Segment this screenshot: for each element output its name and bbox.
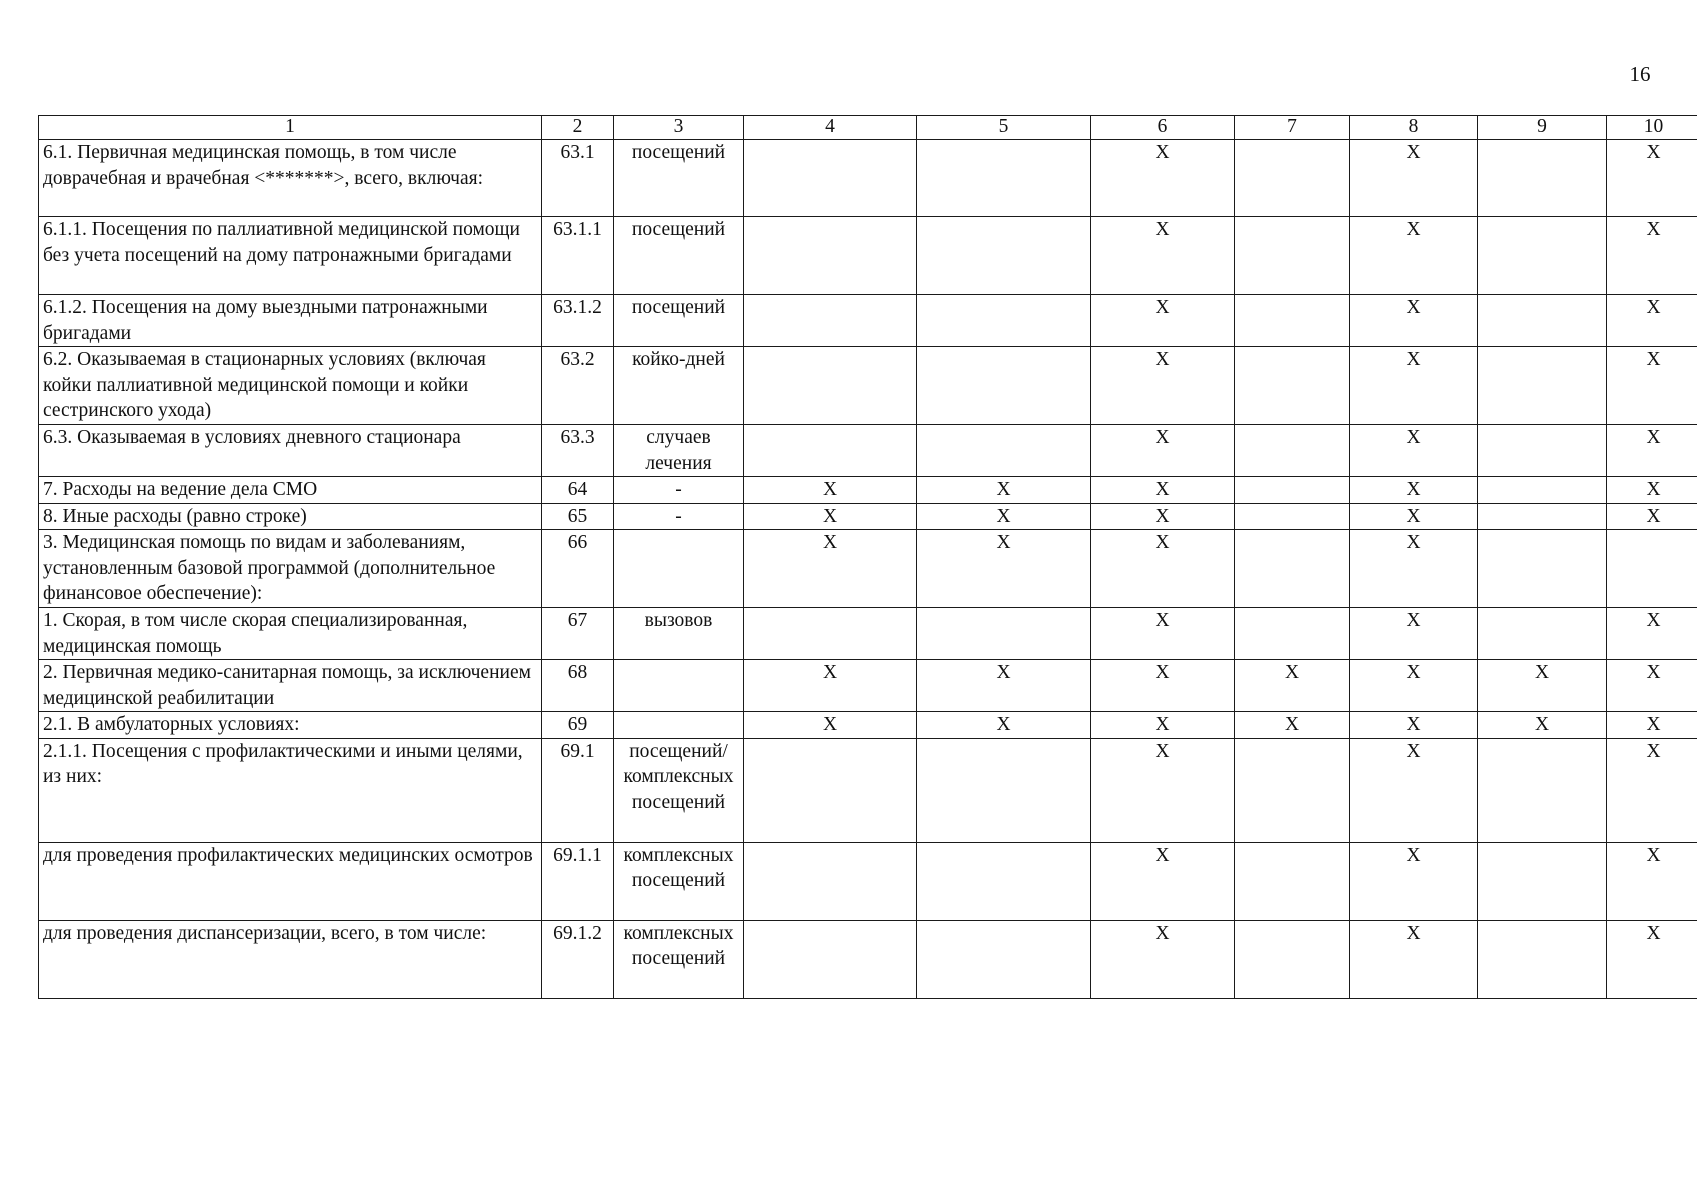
col-5-cell (917, 842, 1091, 920)
header-cell: 3 (614, 116, 744, 140)
table-row (39, 608, 1697, 660)
row-name-cell: 1. Скорая, в том числе скорая специализированная, медицинская помощь (39, 608, 542, 660)
col-10-cell: X (1607, 347, 1697, 425)
row-code-cell: 69.1 (542, 738, 614, 842)
col-8-cell: X (1350, 477, 1478, 504)
col-10-cell: X (1607, 608, 1697, 660)
row-unit-cell: комплексных посещений (614, 842, 744, 920)
col-7-cell (1235, 920, 1350, 998)
col-9-cell (1478, 608, 1607, 660)
col-9-cell (1478, 738, 1607, 842)
col-4-cell (744, 347, 917, 425)
col-4-cell (744, 608, 917, 660)
row-unit-cell: посещений (614, 295, 744, 347)
row-code-cell: 63.1 (542, 140, 614, 217)
col-10-cell (1607, 530, 1697, 608)
col-8-cell: X (1350, 503, 1478, 530)
row-code-cell: 67 (542, 608, 614, 660)
col-8-cell: X (1350, 140, 1478, 217)
col-10-cell: X (1607, 660, 1697, 712)
col-10-cell: X (1607, 217, 1697, 295)
col-5-cell (917, 217, 1091, 295)
row-name-cell: 6.2. Оказываемая в стационарных условиях (включая койки паллиативной медицинской помощи и койки сестринского ухода) (39, 347, 542, 425)
col-7-cell (1235, 503, 1350, 530)
row-unit-cell: комплексных посещений (614, 920, 744, 998)
col-8-cell: X (1350, 295, 1478, 347)
col-4-cell (744, 425, 917, 477)
col-5-cell: X (917, 503, 1091, 530)
col-6-cell: X (1091, 920, 1235, 998)
col-4-cell: X (744, 530, 917, 608)
col-6-cell: X (1091, 738, 1235, 842)
row-name-cell: 8. Иные расходы (равно строке) (39, 503, 542, 530)
col-9-cell (1478, 503, 1607, 530)
header-row (39, 116, 1697, 140)
col-4-cell (744, 738, 917, 842)
row-code-cell: 63.2 (542, 347, 614, 425)
row-unit-cell: - (614, 477, 744, 504)
col-8-cell: X (1350, 530, 1478, 608)
row-unit-cell: посещений (614, 217, 744, 295)
col-9-cell (1478, 347, 1607, 425)
col-6-cell: X (1091, 712, 1235, 739)
table-row (39, 347, 1697, 425)
row-name-cell: 6.1.1. Посещения по паллиативной медицинской помощи без учета посещений на дому патронажными бригадами (39, 217, 542, 295)
col-10-cell: X (1607, 140, 1697, 217)
table-row (39, 503, 1697, 530)
col-8-cell: X (1350, 660, 1478, 712)
row-code-cell: 68 (542, 660, 614, 712)
header-cell: 1 (39, 116, 542, 140)
table-row (39, 295, 1697, 347)
col-5-cell (917, 920, 1091, 998)
row-code-cell: 69.1.2 (542, 920, 614, 998)
col-4-cell: X (744, 503, 917, 530)
col-4-cell: X (744, 660, 917, 712)
table-row (39, 842, 1697, 920)
col-7-cell: X (1235, 712, 1350, 739)
col-8-cell: X (1350, 347, 1478, 425)
col-4-cell: X (744, 477, 917, 504)
col-7-cell (1235, 608, 1350, 660)
col-10-cell: X (1607, 712, 1697, 739)
col-7-cell (1235, 425, 1350, 477)
col-4-cell (744, 217, 917, 295)
col-4-cell: X (744, 712, 917, 739)
row-name-cell: 7. Расходы на ведение дела СМО (39, 477, 542, 504)
col-8-cell: X (1350, 217, 1478, 295)
col-8-cell: X (1350, 920, 1478, 998)
row-unit-cell: койко-дней (614, 347, 744, 425)
col-6-cell: X (1091, 660, 1235, 712)
col-9-cell: X (1478, 712, 1607, 739)
row-name-cell: 6.3. Оказываемая в условиях дневного стационара (39, 425, 542, 477)
row-name-cell: для проведения профилактических медицинских осмотров (39, 842, 542, 920)
col-5-cell (917, 140, 1091, 217)
row-name-cell: для проведения диспансеризации, всего, в том числе: (39, 920, 542, 998)
col-6-cell: X (1091, 530, 1235, 608)
col-7-cell (1235, 217, 1350, 295)
col-10-cell: X (1607, 920, 1697, 998)
col-7-cell (1235, 738, 1350, 842)
col-9-cell (1478, 842, 1607, 920)
col-10-cell: X (1607, 738, 1697, 842)
col-5-cell (917, 295, 1091, 347)
col-9-cell: X (1478, 660, 1607, 712)
row-code-cell: 69.1.1 (542, 842, 614, 920)
col-6-cell: X (1091, 140, 1235, 217)
col-5-cell (917, 425, 1091, 477)
row-unit-cell: посещений/комплексных посещений (614, 738, 744, 842)
col-10-cell: X (1607, 295, 1697, 347)
table-row (39, 425, 1697, 477)
col-8-cell: X (1350, 608, 1478, 660)
col-6-cell: X (1091, 503, 1235, 530)
col-7-cell (1235, 295, 1350, 347)
col-5-cell: X (917, 477, 1091, 504)
header-cell: 9 (1478, 116, 1607, 140)
col-4-cell (744, 140, 917, 217)
col-5-cell: X (917, 530, 1091, 608)
row-unit-cell (614, 530, 744, 608)
header-cell: 8 (1350, 116, 1478, 140)
col-8-cell: X (1350, 712, 1478, 739)
row-name-cell: 6.1. Первичная медицинская помощь, в том числе доврачебная и врачебная <*******>, всего, включая: (39, 140, 542, 217)
col-9-cell (1478, 140, 1607, 217)
table-container (38, 115, 1697, 999)
col-7-cell: X (1235, 660, 1350, 712)
row-name-cell: 3. Медицинская помощь по видам и заболеваниям, установленным базовой программой (дополнительное финансовое обеспечение): (39, 530, 542, 608)
col-6-cell: X (1091, 425, 1235, 477)
row-unit-cell: посещений (614, 140, 744, 217)
row-code-cell: 63.3 (542, 425, 614, 477)
row-unit-cell (614, 712, 744, 739)
col-7-cell (1235, 477, 1350, 504)
col-4-cell (744, 842, 917, 920)
row-name-cell: 2.1.1. Посещения с профилактическими и иными целями, из них: (39, 738, 542, 842)
col-5-cell (917, 347, 1091, 425)
col-9-cell (1478, 530, 1607, 608)
row-unit-cell: - (614, 503, 744, 530)
col-4-cell (744, 295, 917, 347)
header-cell: 2 (542, 116, 614, 140)
col-9-cell (1478, 425, 1607, 477)
col-9-cell (1478, 295, 1607, 347)
table-row (39, 712, 1697, 739)
row-code-cell: 65 (542, 503, 614, 530)
row-unit-cell (614, 660, 744, 712)
row-code-cell: 69 (542, 712, 614, 739)
table-row (39, 530, 1697, 608)
col-4-cell (744, 920, 917, 998)
col-10-cell: X (1607, 477, 1697, 504)
col-6-cell: X (1091, 842, 1235, 920)
row-name-cell: 2. Первичная медико-санитарная помощь, за исключением медицинской реабилитации (39, 660, 542, 712)
row-name-cell: 2.1. В амбулаторных условиях: (39, 712, 542, 739)
row-unit-cell: вызовов (614, 608, 744, 660)
col-5-cell: X (917, 712, 1091, 739)
header-cell: 5 (917, 116, 1091, 140)
col-7-cell (1235, 842, 1350, 920)
row-name-cell: 6.1.2. Посещения на дому выездными патронажными бригадами (39, 295, 542, 347)
col-8-cell: X (1350, 842, 1478, 920)
col-6-cell: X (1091, 217, 1235, 295)
page-number: 16 (1629, 62, 1651, 86)
data-table (38, 115, 1697, 999)
col-5-cell (917, 608, 1091, 660)
row-code-cell: 66 (542, 530, 614, 608)
header-cell: 6 (1091, 116, 1235, 140)
table-row (39, 920, 1697, 998)
header-cell: 10 (1607, 116, 1697, 140)
col-9-cell (1478, 477, 1607, 504)
col-5-cell: X (917, 660, 1091, 712)
col-10-cell: X (1607, 503, 1697, 530)
table-row (39, 217, 1697, 295)
col-8-cell: X (1350, 738, 1478, 842)
col-10-cell: X (1607, 425, 1697, 477)
header-cell: 4 (744, 116, 917, 140)
header-cell: 7 (1235, 116, 1350, 140)
col-10-cell: X (1607, 842, 1697, 920)
col-9-cell (1478, 217, 1607, 295)
row-unit-cell: случаев лечения (614, 425, 744, 477)
col-8-cell: X (1350, 425, 1478, 477)
table-row (39, 140, 1697, 217)
table-row (39, 738, 1697, 842)
col-7-cell (1235, 140, 1350, 217)
col-9-cell (1478, 920, 1607, 998)
col-5-cell (917, 738, 1091, 842)
col-6-cell: X (1091, 608, 1235, 660)
table-row (39, 660, 1697, 712)
row-code-cell: 64 (542, 477, 614, 504)
table-row (39, 477, 1697, 504)
col-6-cell: X (1091, 347, 1235, 425)
col-7-cell (1235, 530, 1350, 608)
row-code-cell: 63.1.2 (542, 295, 614, 347)
row-code-cell: 63.1.1 (542, 217, 614, 295)
col-6-cell: X (1091, 295, 1235, 347)
col-7-cell (1235, 347, 1350, 425)
col-6-cell: X (1091, 477, 1235, 504)
